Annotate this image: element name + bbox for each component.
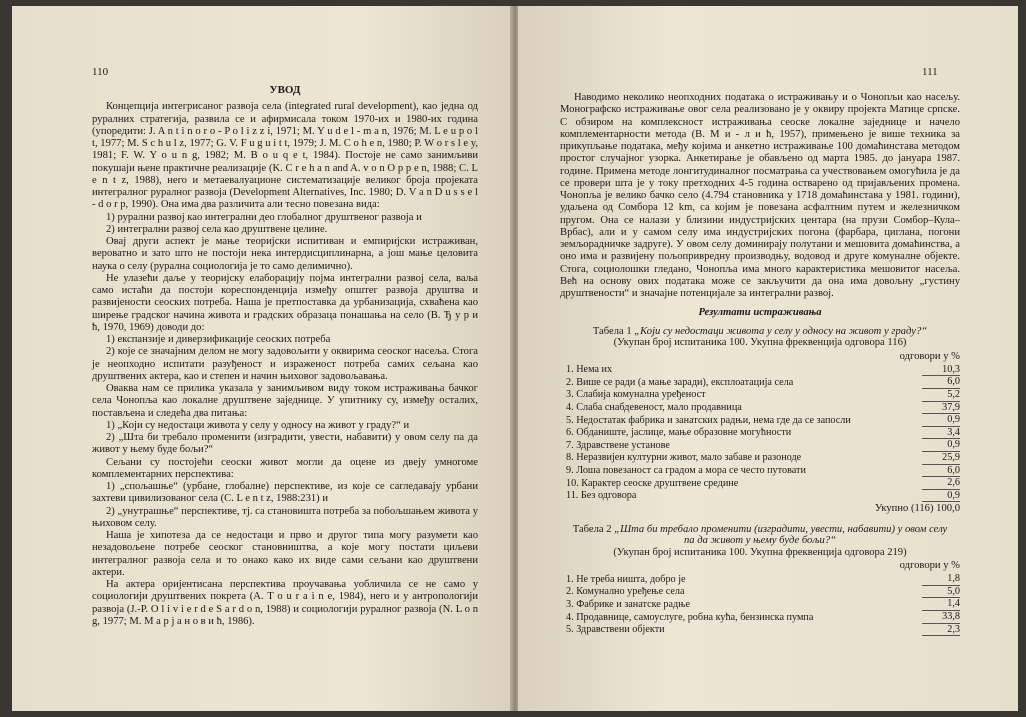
left-page (12, 6, 512, 711)
table-cell-value: 33,8 (922, 611, 960, 624)
paragraph: Сељани су постојећи сеоски живот могли да оцене из двеју умногоме комплементарних перспектива: (92, 456, 478, 480)
table-cell-value: 2,6 (922, 477, 960, 490)
table-row (560, 414, 960, 427)
table-1 (560, 364, 960, 503)
table-cell-label: 2. Више се ради (а мање заради), експлоатација села (566, 376, 794, 388)
table-row (560, 364, 960, 376)
table-row (560, 585, 960, 598)
table-cell-value: 37,9 (922, 401, 960, 414)
subheading: Резултати истраживања (698, 307, 822, 319)
table-row (560, 376, 960, 389)
table-cell-value: 6,0 (922, 376, 960, 389)
table-total: Укупно (116) 100,0 (874, 503, 960, 515)
paragraph: Оваква нам се прилика указала у занимљивом виду током истраживања бачког села Чонопља као локалне друштвене заједнице. У упитнику су, између осталих, постављена и следећа два питања: (92, 383, 478, 419)
table-row (560, 464, 960, 477)
table-caption (560, 326, 960, 349)
table-caption-question: па да живот у њему буде бољи?“ (683, 535, 837, 547)
table-cell-label: 11. Без одговора (566, 490, 637, 502)
paragraph: 2) „Шта би требало променити (изградити, увести, набавити) у овом селу па да живот у њему буде бољи?“ (92, 432, 478, 456)
section-heading: УВОД (269, 84, 301, 96)
table-cell-value: 6,0 (922, 464, 960, 477)
table-cell-value: 1,8 (922, 573, 960, 585)
table-cell-label: 5. Здравствени објекти (566, 624, 665, 636)
table-cell-value: 0,9 (922, 414, 960, 427)
table-row (560, 611, 960, 624)
table-row (560, 477, 960, 490)
table-cell-label: 2. Комунално уређење села (566, 586, 685, 598)
paragraph: Наша је хипотеза да се недостаци и прво и другог типа могу разумети као незадовољене потребе сеоског становништва, а које могу постати циљеви интегралног развоја села и то онако како их виде сами сељани као друштвени актери. (92, 530, 478, 578)
table-caption (560, 524, 960, 559)
table-caption-note: (Укупан број испитаника 100. Укупна фреквенција одговора 116) (613, 337, 907, 348)
table-row (560, 439, 960, 452)
table-cell-label: 1. Нема их (566, 364, 613, 376)
table-row (560, 623, 960, 636)
table-cell-label: 3. Фабрике и занатске радње (566, 598, 691, 610)
table-cell-label: 10. Карактер сеоске друштвене средине (566, 477, 739, 489)
paragraph: 2) „унутрашње“ перспективе, тј. са становишта потреба за побољшањем живота у њиховом селу. (92, 505, 478, 529)
paragraph: 1) експанзије и диверзификације сеоских потреба (106, 334, 331, 345)
table-row (560, 388, 960, 401)
table-caption-prefix: Табела 1 (592, 325, 632, 337)
table-cell-value: 5,0 (922, 585, 960, 598)
paragraph: 2) интегрални развој села као друштвене целине. (106, 223, 328, 235)
table-cell-value: 25,9 (922, 451, 960, 464)
table-2 (560, 573, 960, 636)
table-caption-note: (Укупан број испитаника 100. Укупна фреквенција одговора 219) (613, 546, 907, 558)
paragraph: 1) „Који су недостаци живота у селу у односу на живот у граду?“ и (106, 419, 410, 431)
table-cell-label: 3. Слабија комунална уређеност (566, 389, 706, 401)
table-caption-question: „Који су недостаци живота у селу у односу на живот у граду?“ (634, 325, 928, 337)
table-unit: одговори у % (899, 350, 960, 362)
table-row (560, 573, 960, 585)
paragraph: Наводимо неколико неопходних података о истраживању и о Чонопљи као насељу. Монографско истраживање овог села реализовано је у оквиру пројекта Матице српске. С обзиром на комплексност истраживања сеоске локалне заједнице и начело комплементарности метода (В. М и - л и ћ, 1957), примењено је више техника за прикупљање података, међу којима и анкетно истраживање 100 домаћинстава методом простог случајног узорка. Анкетирање је обављено од марта 1985. до јануара 1987. године. Примена методе лонгитудиналног посматрања са учествовањем омогућила је да се провери шта је у току претходних 4-5 година остварено од пријављених промена. Чонопља је велико бачко село (4.794 становника у 1718 домаћинстава у 1981. години), удаљена од Сомбора 12 km, са којим је повезана асфалтним путем и железничком пругом. Она се налази у близини индустријских центара (на прузи Сомбор–Кула–Врбас), али и у самом селу има индустријских погона (фарбара, циглана, погони земљорадничке задруге). У овом селу доминирају полутани и мешовита домаћинства, а оно има и развијену пољопривредну производњу, водовод и друге комуналне објекте. Стога, социолошки гледано, Чонопља има много карактеристика мешовитог насеља. Већ на основу ових података може се закључити да она има довољну „густину друштвености“ и значајне потенцијале за интегрални развој. (560, 92, 960, 299)
table-row (560, 426, 960, 439)
table-cell-label: 8. Неразвијен културни живот, мало забаве и разоноде (566, 452, 802, 464)
table-cell-label: 9. Лоша повезаност са градом а мора се често путовати (566, 465, 806, 476)
table-cell-value: 2,3 (922, 623, 960, 636)
left-page-text (92, 62, 478, 628)
table-cell-label: 6. Обданиште, јаслице, мање образовне могућности (566, 427, 792, 439)
table-caption-question: „Шта би требало променити (изградити, увести, набавити) у овом селу (614, 523, 948, 535)
table-cell-label: 5. Недостатак фабрика и занатских радњи, нема где да се запосли (566, 414, 851, 426)
table-unit: одговори у % (899, 560, 960, 572)
table-cell-value: 1,4 (922, 598, 960, 611)
paragraph: 2) које се значајним делом не могу задовољити у оквирима сеоског насеља. Стога је неопходно испитати разуђеност и израженост потреба самих сељана као друштвених актера, као и степен и начин њиховог задовољавања. (92, 346, 478, 382)
table-row (560, 401, 960, 414)
right-page-text (560, 92, 960, 636)
table-cell-value: 10,3 (922, 364, 960, 376)
right-page (518, 6, 1018, 711)
table-cell-label: 7. Здравствене установе (566, 439, 670, 451)
table-caption-prefix: Табела 2 (572, 523, 612, 535)
table-cell-value: 3,4 (922, 426, 960, 439)
table-cell-value: 0,9 (922, 439, 960, 452)
paragraph: На актера оријентисана перспектива проучавања уобличила се не само у социологији друштвених покрета (A. T o u r a i n e, 1984), него и у антропологији развоја (J.-P. O l i v i e r d e S a r d o n, 1988) и социологији руралног развоја (N. L o n g, 1977; M. М а р ј а н о в и ћ, 1986). (92, 579, 478, 627)
table-row (560, 451, 960, 464)
page-number: 111 (922, 66, 938, 78)
page-number: 110 (92, 66, 109, 78)
table-cell-value: 5,2 (922, 388, 960, 401)
paragraph: Овај други аспект је мање теоријски испитиван и емпиријски истраживан, вероватно и зато што не постоји нека интердисциплинарна, а још мање целовита наука о селу (рурална социологија је то само делимично). (92, 236, 478, 272)
paragraph: 1) рурални развој као интегрални део глобалног друштвеног развоја и (106, 211, 422, 223)
paragraph: 1) „спољашње“ (урбане, глобалне) перспективе, из које се сагледавају урбани захтеви цивилизованог села (C. L e n t z, 1988:231) и (92, 481, 478, 505)
table-cell-label: 1. Не треба ништа, добро је (566, 573, 686, 585)
paragraph: Не улазећи даље у теоријску елаборацију појма интегрални развој села, ваља само истаћи да постоји кореспонденција између општег развоја друштва и развијености сеоских потреба. Наша је претпоставка да урбанизација, схваћена као ширење градског начина живота и градских образаца понашања на село (В. Ђ у р и ћ, 1970, 1969) доводи до: (92, 272, 478, 333)
table-cell-value: 0,9 (922, 489, 960, 502)
table-cell-label: 4. Слаба снабдевеност, мало продавница (566, 402, 742, 414)
table-cell-label: 4. Продавнице, самоуслуге, робна кућа, бензинска пумпа (566, 611, 814, 623)
table-row (560, 489, 960, 502)
paragraph: Концепција интегрисаног развоја села (integrated rural development), као једна од руралних стратегија, развила се и афирмисала током 1970-их и 1980-их година (упоредити: J. A n t i n o r o - P o l i z z i, 1971; M. Y u d e l - m a n, 1976; M. L e u p o l t, 1977; M. S c h u l z, 1977; G. V. F u g u i t t, 1979; J. M. C o h e n, 1980; P. W o r s l e y, 1981; F. W. Y o u n g, 1982; M. B o u q e t, 1984). Постоје не само занимљиви покушаји њене практичне реализације (K. C r e h a n and A. v o n O p p e n, 1988; C. L e n t z, 1988), него и метаевалуационе систематизације великог броја пројеката интегралног руралног развоја (Development Alternatives, Inc. 1980; D. V a n D u s s e l - d o r p, 1990). Она има два различита али тесно повезана вида: (92, 101, 478, 211)
table-row (560, 598, 960, 611)
